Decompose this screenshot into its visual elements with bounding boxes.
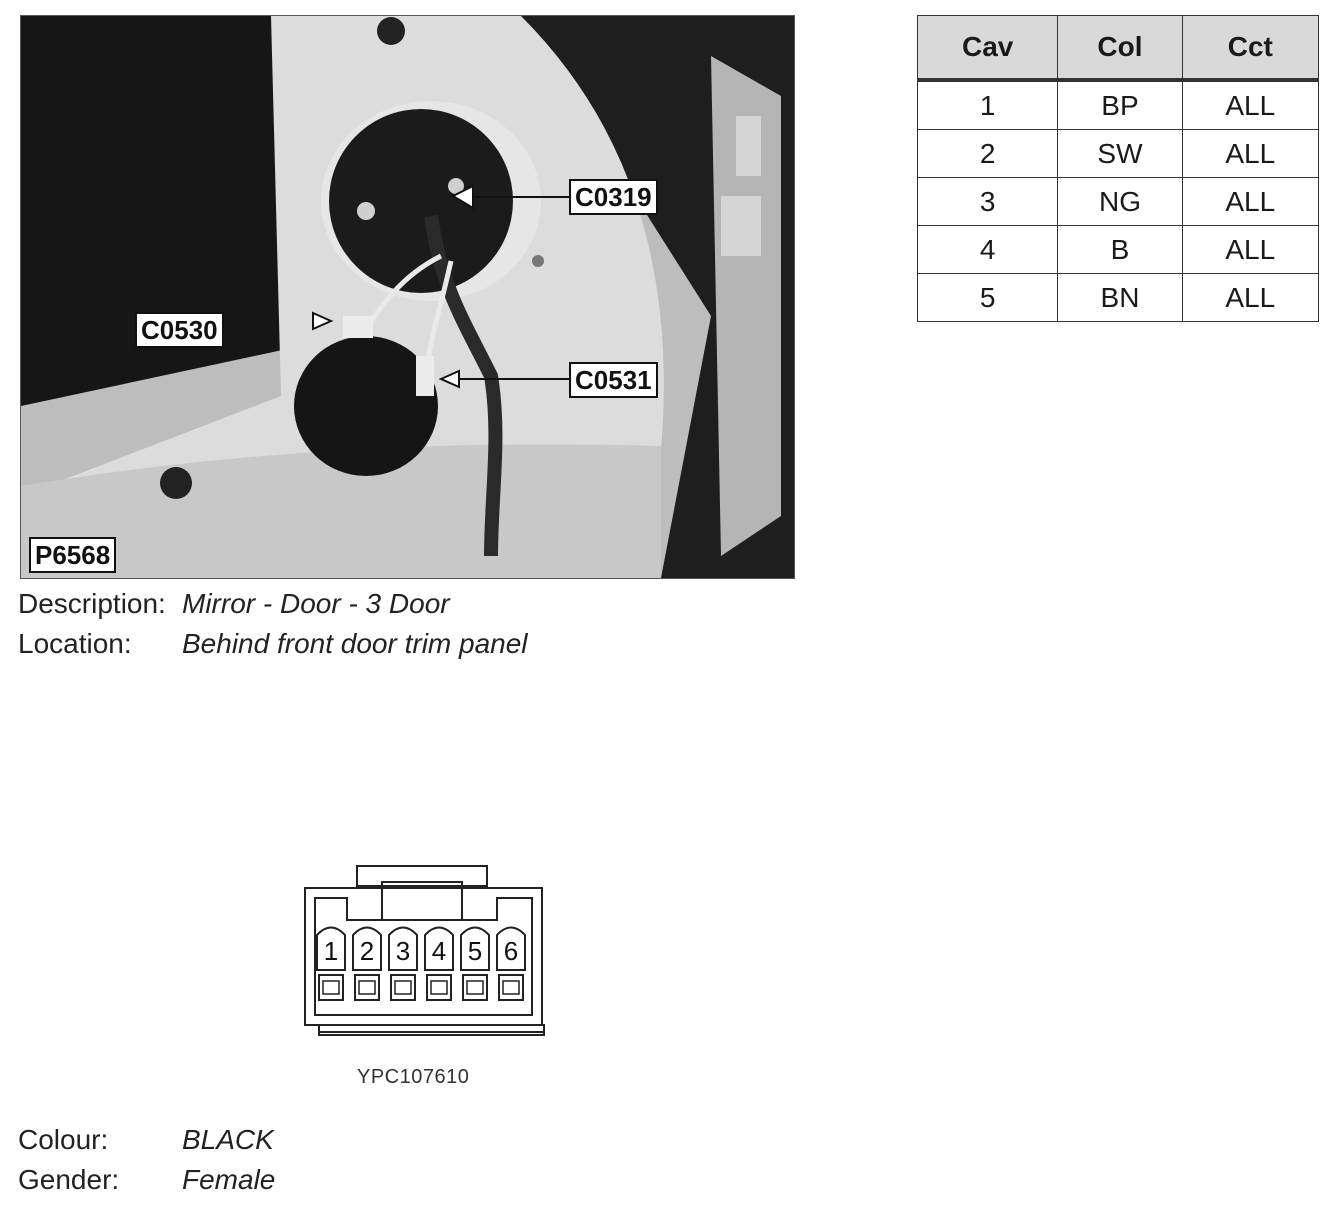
colour-row	[18, 1124, 274, 1156]
cell-cct: ALL	[1182, 80, 1318, 130]
callout-c0531: C0531	[569, 362, 658, 398]
gender-row	[18, 1164, 276, 1196]
cavity-row	[317, 928, 525, 1001]
table-header-row	[918, 16, 1319, 81]
description-label: Description:	[18, 588, 166, 619]
cavity-number: 6	[503, 936, 519, 966]
table-row	[918, 80, 1319, 130]
cavity-3	[389, 928, 417, 1001]
table-row	[918, 226, 1319, 274]
gender-label: Gender:	[18, 1164, 120, 1195]
cavity-4	[425, 928, 453, 1001]
cell-cct: ALL	[1182, 130, 1318, 178]
colour-label: Colour:	[18, 1124, 109, 1155]
cell-col: NG	[1058, 178, 1182, 226]
description-row	[18, 588, 450, 620]
location-value: Behind front door trim panel	[182, 628, 528, 659]
cell-cav: 2	[918, 130, 1058, 178]
cell-cct: ALL	[1182, 178, 1318, 226]
cell-col: B	[1058, 226, 1182, 274]
cavity-1	[317, 928, 345, 1001]
cell-cct: ALL	[1182, 274, 1318, 322]
description-value: Mirror - Door - 3 Door	[182, 588, 450, 619]
connector-photo	[20, 15, 795, 579]
cavity-number: 3	[395, 936, 411, 966]
callout-c0530: C0530	[135, 312, 224, 348]
cavity-6	[497, 928, 525, 1001]
cell-cav: 4	[918, 226, 1058, 274]
cell-cav: 3	[918, 178, 1058, 226]
cell-col: SW	[1058, 130, 1182, 178]
connector-face-diagram	[297, 860, 557, 1050]
column-header-col: Col	[1058, 16, 1182, 81]
cavity-number: 5	[467, 936, 483, 966]
cavity-2	[353, 928, 381, 1001]
cell-col: BP	[1058, 80, 1182, 130]
door-photo-graphic	[21, 16, 794, 578]
cell-col: BN	[1058, 274, 1182, 322]
table-row	[918, 274, 1319, 322]
cavity-5	[461, 928, 489, 1001]
cavity-number: 4	[431, 936, 447, 966]
callout-c0319: C0319	[569, 179, 658, 215]
table-row	[918, 130, 1319, 178]
cell-cct: ALL	[1182, 226, 1318, 274]
cavity-number: 2	[359, 936, 375, 966]
location-label: Location:	[18, 628, 132, 659]
column-header-cct: Cct	[1182, 16, 1318, 81]
photo-code: P6568	[29, 537, 116, 573]
column-header-cav: Cav	[918, 16, 1058, 81]
part-number: YPC107610	[357, 1066, 470, 1088]
cell-cav: 5	[918, 274, 1058, 322]
cell-cav: 1	[918, 80, 1058, 130]
colour-value: BLACK	[182, 1124, 274, 1155]
pinout-table	[917, 15, 1319, 322]
location-row	[18, 628, 528, 660]
cavity-number: 1	[323, 936, 339, 966]
gender-value: Female	[182, 1164, 276, 1195]
table-row	[918, 178, 1319, 226]
